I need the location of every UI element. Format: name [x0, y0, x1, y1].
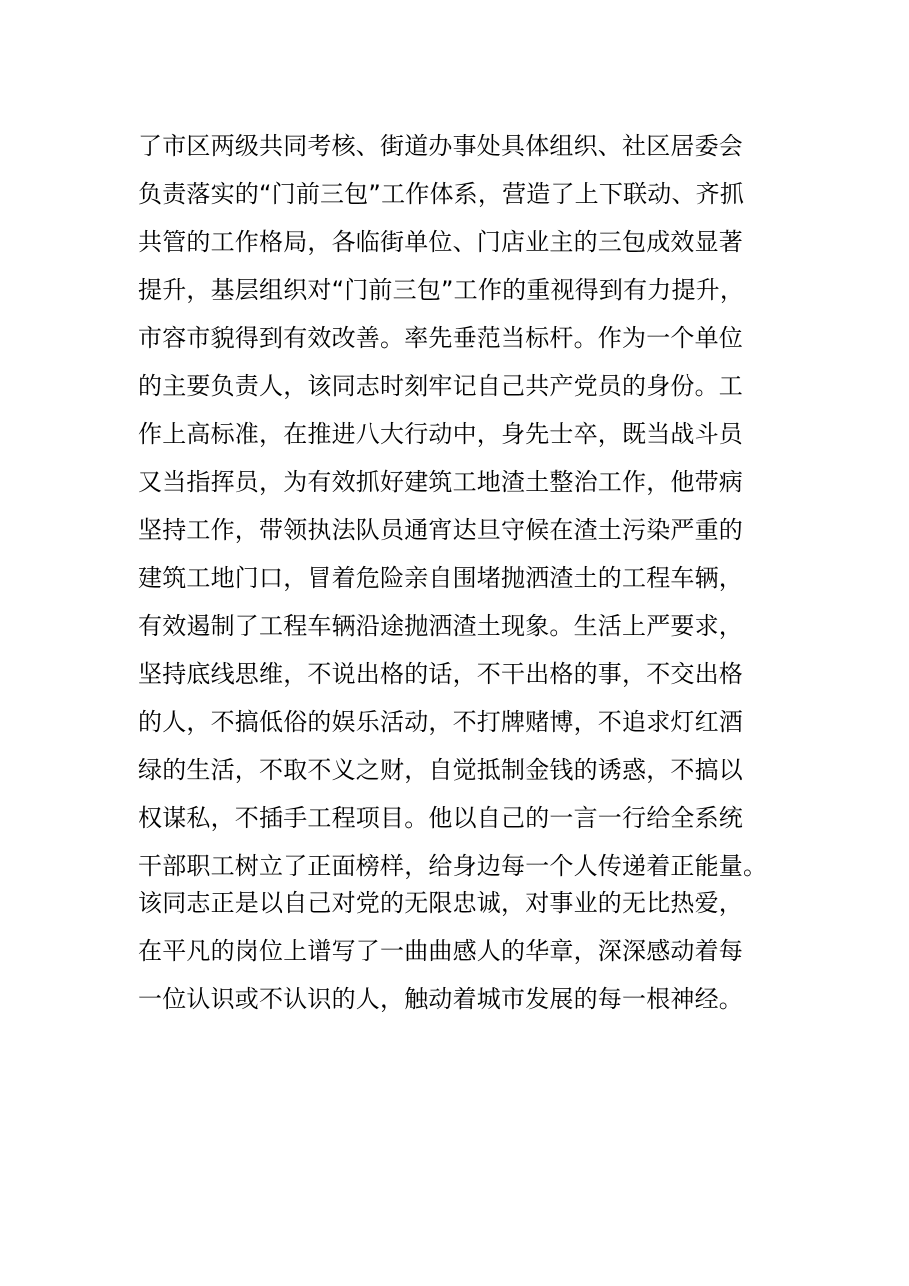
text-line: 共管的工作格局，各临街单位、门店业主的三包成效显著	[138, 228, 743, 256]
text-line: 权谋私，不插手工程项目。他以自己的一言一行给全系统	[138, 804, 743, 832]
text-line: 建筑工地门口，冒着危险亲自围堵抛洒渣土的工程车辆，	[138, 564, 743, 592]
text-line: 了市区两级共同考核、街道办事处具体组织、社区居委会	[138, 132, 743, 160]
text-line: 又当指挥员，为有效抓好建筑工地渣土整治工作，他带病	[138, 468, 743, 496]
paragraph-2	[138, 879, 778, 1023]
text-line: 负责落实的“门前三包”工作体系，营造了上下联动、齐抓	[138, 180, 745, 208]
text-line: 一位认识或不认识的人，触动着城市发展的每一根神经。	[138, 985, 743, 1013]
text-line: 提升，基层组织对“门前三包”工作的重视得到有力提升，	[138, 276, 745, 304]
text-line: 该同志正是以自己对党的无限忠诚，对事业的无比热爱，	[138, 889, 743, 917]
paragraph-1	[138, 122, 778, 890]
text-line: 的主要负责人，该同志时刻牢记自己共产党员的身份。工	[138, 372, 743, 400]
text-line: 坚持工作，带领执法队员通宵达旦守候在渣土污染严重的	[138, 516, 743, 544]
text-line: 市容市貌得到有效改善。率先垂范当标杆。作为一个单位	[138, 324, 743, 352]
text-line: 作上高标准，在推进八大行动中，身先士卒，既当战斗员	[138, 420, 743, 448]
text-line: 有效遏制了工程车辆沿途抛洒渣土现象。生活上严要求，	[138, 612, 743, 640]
text-line: 在平凡的岗位上谱写了一曲曲感人的华章，深深感动着每	[138, 937, 743, 965]
text-line: 坚持底线思维，不说出格的话，不干出格的事，不交出格	[138, 660, 743, 688]
text-line: 的人，不搞低俗的娱乐活动，不打牌赌博，不追求灯红酒	[138, 708, 743, 736]
text-line: 干部职工树立了正面榜样，给身边每一个人传递着正能量。	[138, 852, 768, 880]
text-line: 绿的生活，不取不义之财，自觉抵制金钱的诱惑，不搞以	[138, 756, 743, 784]
